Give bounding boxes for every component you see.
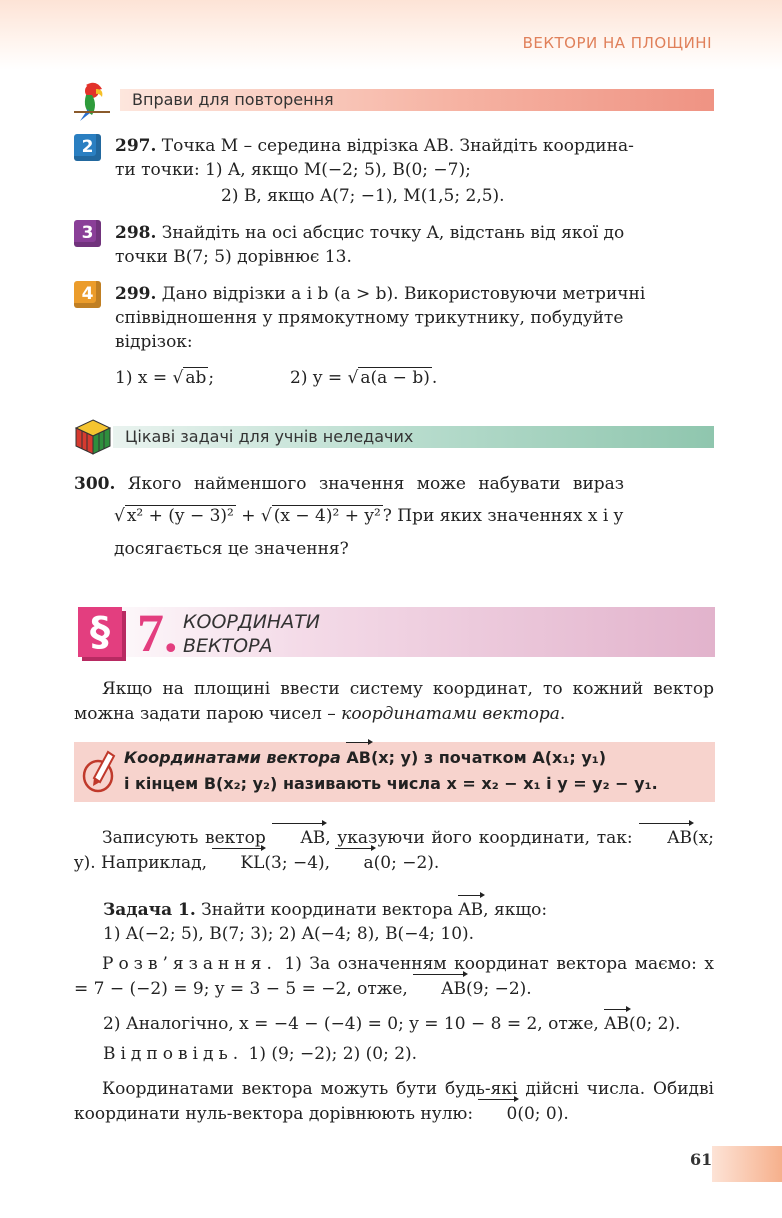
record-paragraph: Записують вектор AB, указуючи його координати, так: AB(x; y). Наприклад, KL(3; −4), a(0; −2).: [74, 826, 714, 876]
rubik-cube-icon: [74, 418, 112, 456]
task-1-line-2: 1) A(−2; 5), B(7; 3); 2) A(−4; 8), B(−4; 10).: [103, 924, 475, 944]
exercise-299-line-1: 299. Дано відрізки a і b (a > b). Використовуючи метричні: [115, 284, 646, 304]
section-interesting-bar: Цікаві задачі для учнів неледачих: [113, 426, 714, 448]
page-corner-tab: [712, 1146, 782, 1182]
definition-text: [124, 745, 709, 797]
exercise-299-formula-1: 1) x = √ ab ;: [115, 368, 215, 388]
paragraph-sign-icon: §: [78, 607, 122, 657]
section-number: 7.: [137, 603, 178, 663]
difficulty-level-3-icon: 3: [74, 220, 101, 247]
page-number: 61: [690, 1150, 713, 1169]
running-head: ВЕКТОРИ НА ПЛОЩИНІ: [522, 34, 712, 52]
closing-paragraph: Координатами вектора можуть бути будь-які дійсні числа. Обидві координати нуль-вектора дорівнюють нулю: 0(0; 0).: [74, 1077, 714, 1127]
exercise-297-line-2: ти точки: 1) A, якщо M(−2; 5), B(0; −7);: [115, 160, 471, 180]
exercise-300-line-2: √ x² + (y − 3)² + √ (x − 4)² + y² ? При яких значеннях x і y: [114, 506, 624, 526]
answer-line: Відповідь. 1) (9; −2); 2) (0; 2).: [103, 1044, 418, 1064]
exercise-297-line-1: 297. Точка M – середина відрізка AB. Знайдіть координа-: [115, 136, 634, 156]
section-title-line-1: КООРДИНАТИ: [183, 611, 321, 633]
parrot-icon: [72, 79, 112, 121]
exercise-300-line-1: 300. Якого найменшого значення може набувати вираз: [74, 474, 625, 494]
solution-line-3: 2) Аналогічно, x = −4 − (−4) = 0; y = 10 − 8 = 2, отже, AB(0; 2).: [103, 1014, 681, 1034]
intro-paragraph: Якщо на площині ввести систему координат, то кожний вектор можна задати парою чисел – координатами вектора.: [74, 679, 715, 724]
difficulty-level-4-icon: 4: [74, 281, 101, 308]
exercise-299-line-3: відрізок:: [115, 332, 193, 352]
pen-icon: [80, 750, 120, 795]
exercise-297-line-3: 2) B, якщо A(7; −1), M(1,5; 2,5).: [221, 186, 505, 206]
section-review-bar: Вправи для повторення: [120, 89, 714, 111]
task-1-line-1: Задача 1. Знайти координати вектора AB, якщо:: [103, 900, 548, 920]
difficulty-level-2-icon: 2: [74, 134, 101, 161]
exercise-298-line-1: 298. Знайдіть на осі абсцис точку A, відстань від якої до: [115, 223, 625, 243]
definition-line-1: Координатами вектора AB(x; y) з початком A(x₁; y₁): [124, 745, 709, 771]
section-title: [183, 610, 320, 658]
exercise-299-line-2: співвідношення у прямокутному трикутнику, побудуйте: [115, 308, 624, 328]
section-title-line-2: ВЕКТОРА: [183, 635, 273, 657]
exercise-298-line-2: точки B(7; 5) дорівнює 13.: [115, 247, 352, 267]
definition-line-2: і кінцем B(x₂; y₂) називають числа x = x₂ − x₁ і y = y₂ − y₁.: [124, 774, 658, 793]
solution-paragraph: Розв’язання. 1) За означенням координат вектора маємо: x = 7 − (−2) = 9; y = 3 − 5 = −2, отже, AB(9; −2).: [74, 952, 714, 1002]
exercise-299-formula-2: 2) y = √ a(a − b) .: [290, 368, 438, 388]
exercise-300-line-3: досягається це значення?: [114, 539, 349, 559]
